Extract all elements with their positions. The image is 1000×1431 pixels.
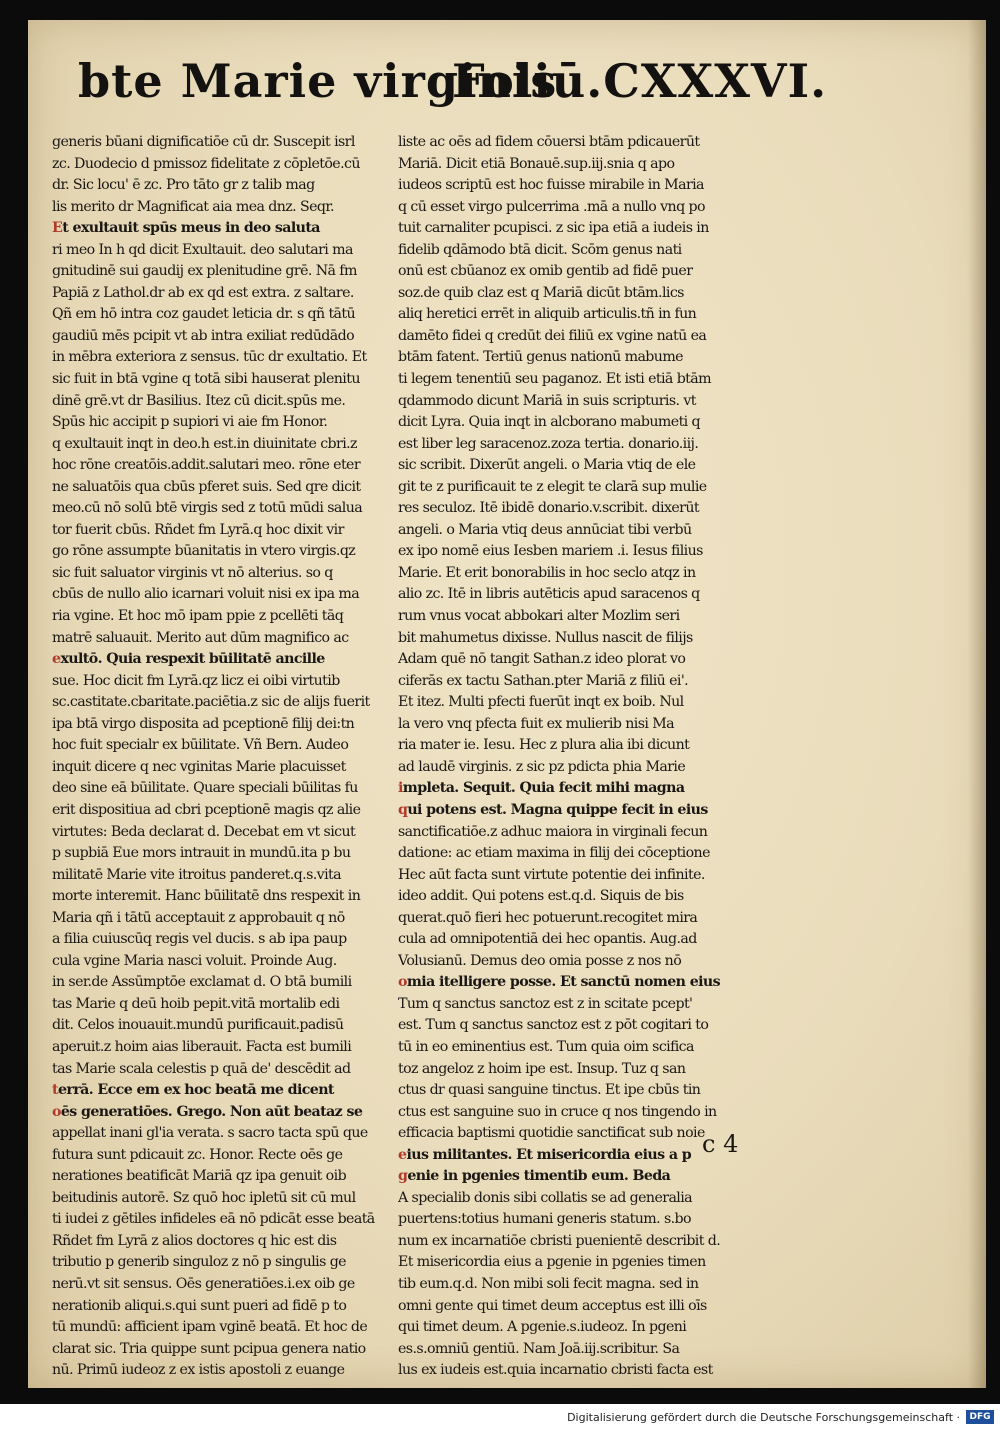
- text-line: es.s.omniū gentiū. Nam Joā.iij.scribitur. Sa: [398, 1340, 680, 1357]
- text-line: oēs generatiōes. Grego. Non aūt beataz se: [52, 1103, 363, 1120]
- text-line: ideo addit. Qui potens est.q.d. Siquis de bis: [398, 888, 684, 905]
- text-line: in mēbra exteriora z sensus. tūc dr exultatio. Et: [52, 349, 367, 366]
- text-line: dr. Sic locu' ē zc. Pro tāto gr z talib mag: [52, 177, 315, 194]
- text-line: est. Tum q sanctus sanctoz est z pōt cogitari to: [398, 1017, 709, 1034]
- text-line: qui potens est. Magna quippe fecit in eius: [398, 801, 708, 818]
- text-line: dinē grē.vt dr Basilius. Itez cū dicit.spūs me.: [52, 392, 346, 409]
- text-line: cula vgine Maria nasci voluit. Proinde Aug.: [52, 952, 337, 969]
- text-line: sc.castitate.cbaritate.paciētia.z sic de alijs fuerit: [52, 694, 370, 711]
- text-line: Adam quē nō tangit Sathan.z ideo plorat vo: [398, 651, 686, 668]
- text-line: Qñ em hō intra coz gaudet leticia dr. s qñ tātū: [52, 306, 356, 323]
- text-line: meo.cū nō solū btē virgis sed z totū mūdi salua: [52, 500, 363, 517]
- rubric-initial: o: [398, 974, 407, 991]
- text-line: Tum q sanctus sanctoz est z in scitate pcept': [398, 995, 693, 1012]
- text-line: datione: ac etiam maxima in filij dei cōceptione: [398, 845, 710, 862]
- text-line: la vero vnq pfecta fuit ex mulierib nisi Ma: [398, 715, 675, 732]
- left-text-column: [52, 132, 388, 1382]
- text-line: tributio p generib singuloz z nō p singulis ge: [52, 1254, 346, 1271]
- text-line: qdammodo dicunt Mariā in suis scripturis. vt: [398, 392, 696, 409]
- text-line: nerationib aliqui.s.qui sunt pueri ad fidē p to: [52, 1297, 347, 1314]
- text-line: Papiā z Lathol.dr ab ex qd est extra. z saltare.: [52, 284, 354, 301]
- text-line: dicit Lyra. Quia inqt in alcborano mabumeti q: [398, 414, 700, 431]
- text-line: militatē Marie vite itroitus panderet.q.s.vita: [52, 866, 341, 883]
- text-line: Et exultauit spūs meus in deo saluta: [52, 220, 320, 237]
- text-line: gnitudinē sui gaudij ex plenitudine grē. Nā fm: [52, 263, 357, 280]
- text-line: tū in eo eminentius est. Tum quia oim scifica: [398, 1038, 694, 1055]
- text-line: ri meo In h qd dicit Exultauit. deo salutari ma: [52, 241, 353, 258]
- text-line: cula ad omnipotentiā dei hec opantis. Aug.ad: [398, 931, 697, 948]
- rubric-initial: t: [52, 1082, 58, 1099]
- right-text-column: [398, 132, 734, 1382]
- text-line: rum vnus vocat abbokari alter Mozlim seri: [398, 608, 680, 625]
- text-line: Spūs hic accipit p supiori vi aie fm Honor.: [52, 414, 328, 431]
- text-line: nerationes beatificāt Mariā qz ipa genuit oib: [52, 1168, 347, 1185]
- text-line: tū mundū: afficient ipam vginē beatā. Et hoc de: [52, 1319, 368, 1336]
- text-line: sic fuit in btā vgine q totā sibi hauserat plenitu: [52, 371, 360, 388]
- text-line: toz angeloz z hoim ipe est. Insup. Tuz q san: [398, 1060, 686, 1077]
- text-line: puertens:totius humani generis statum. s.bo: [398, 1211, 691, 1228]
- text-line: lus ex iudeis est.quia incarnatio cbristi facta est: [398, 1362, 713, 1379]
- text-line: damēto fidei q credūt dei filiū ex vgine natū ea: [398, 327, 707, 344]
- text-line: nerū.vt sit sensus. Oēs generatiōes.i.ex oib ge: [52, 1275, 355, 1292]
- text-line: zc. Duodecio d pmissoz fidelitate z cōpletōe.cū: [52, 155, 360, 172]
- text-line: Et misericordia eius a pgenie in pgenies timen: [398, 1254, 706, 1271]
- text-line: efficacia baptismi quotidie sanctificat sub noie: [398, 1125, 705, 1142]
- text-line: p supbiā Eue mors intrauit in mundū.ita p bu: [52, 845, 351, 862]
- text-line: sanctificatiōe.z adhuc maiora in virginali fecun: [398, 823, 708, 840]
- text-line: Hec aūt facta sunt virtute potentie dei infinite.: [398, 866, 705, 883]
- text-line: A specialib donis sibi collatis se ad generalia: [398, 1189, 693, 1206]
- text-line: tas Marie q deū hoib pepit.vitā mortalib edi: [52, 995, 340, 1012]
- text-line: dit. Celos inouauit.mundū purificauit.padisū: [52, 1017, 344, 1034]
- text-line: virtutes: Beda declarat d. Decebat em vt sicut: [52, 823, 356, 840]
- text-line: ria vgine. Et hoc mō ipam ppie z pcellēti tāq: [52, 608, 344, 625]
- text-line: ne saluatōis qua cbūs pferet suis. Sed qre dicit: [52, 478, 361, 495]
- text-line: hoc rōne creatōis.addit.salutari meo. rōne eter: [52, 457, 361, 474]
- text-line: futura sunt pdicauit zc. Honor. Recte oēs ge: [52, 1146, 343, 1163]
- rubric-initial: i: [398, 780, 403, 797]
- footer-bar: [0, 1404, 1000, 1431]
- text-line: iudeos scriptū est hoc fuisse mirabile in Maria: [398, 177, 704, 194]
- text-line: ti legem tenentiū seu paganoz. Et isti etiā btām: [398, 371, 711, 388]
- text-line: sue. Hoc dicit fm Lyrā.qz licz ei oibi virtutib: [52, 672, 340, 689]
- text-line: nū. Primū iudeoz z ex istis apostoli z euange: [52, 1362, 345, 1379]
- text-line: a filia cuiuscūq regis vel ducis. s ab ipa paup: [52, 931, 347, 948]
- text-line: impleta. Sequit. Quia fecit mihi magna: [398, 780, 685, 797]
- funding-note: Digitalisierung gefördert durch die Deutsche Forschungsgemeinschaft ·: [567, 1411, 960, 1424]
- text-line: genie in pgenies timentib eum. Beda: [398, 1168, 671, 1185]
- text-line: Volusianū. Demus deo omia posse z nos nō: [398, 952, 682, 969]
- text-line: liste ac oēs ad fidem cōuersi btām pdicauerūt: [398, 134, 700, 150]
- text-line: angeli. o Maria vtiq deus annūciat tibi verbū: [398, 521, 692, 538]
- text-line: q exultauit inqt in deo.h est.in diuinitate cbri.z: [52, 435, 357, 452]
- text-line: ex ipo nomē eius Iesben mariem .i. Iesus filius: [398, 543, 703, 560]
- rubric-initial: q: [398, 801, 408, 818]
- text-line: omia itelligere posse. Et sanctū nomen eius: [398, 974, 721, 991]
- text-line: ctus est sanguine suo in cruce q nos tingendo in: [398, 1103, 717, 1120]
- text-line: bit mahumetus dixisse. Nullus nascit de filijs: [398, 629, 693, 646]
- text-line: appellat inani gl'ia verata. s sacro tacta spū que: [52, 1125, 368, 1142]
- text-line: onū est cbūanoz ex omib gentib ad fidē puer: [398, 263, 693, 280]
- text-line: num ex incarnatiōe cbristi puenientē describit d.: [398, 1232, 721, 1249]
- text-line: tuit carnaliter pcupisci. z sic ipa etiā a iudeis in: [398, 220, 709, 237]
- text-line: Rñdet fm Lyrā z alios doctores q hic est dis: [52, 1232, 337, 1249]
- text-line: Mariā. Dicit etiā Bonauē.sup.iij.snia q apo: [398, 155, 675, 172]
- text-line: fidelib qdāmodo btā dicit. Scōm genus nati: [398, 241, 682, 258]
- text-line: inquit dicere q nec vginitas Marie placuisset: [52, 758, 346, 775]
- signature-mark: c 4: [702, 1130, 739, 1158]
- text-line: sic fuit saluator virginis vt nō alterius. so q: [52, 564, 333, 581]
- text-line: erit dispositiua ad cbri pceptionē magis qz alie: [52, 801, 361, 818]
- text-line: git te z purificauit te z elegit te clarā sup mulie: [398, 478, 707, 495]
- text-line: ad laudē virginis. z sic pz pdicta phia Marie: [398, 758, 686, 775]
- text-line: exultō. Quia respexit būilitatē ancille: [52, 651, 325, 668]
- text-line: est liber leg saracenoz.zoza tertia. donario.iij.: [398, 435, 699, 452]
- text-line: in ser.de Assūmptōe exclamat d. O btā bumili: [52, 974, 352, 991]
- folio-number: Foliū.CXXXVI.: [452, 54, 828, 108]
- text-line: ipa btā virgo disposita ad pceptionē filij dei:tn: [52, 715, 355, 732]
- text-line: generis būani dignificatiōe cū dr. Suscepit isrl: [52, 134, 355, 150]
- text-line: tor fuerit cbūs. Rñdet fm Lyrā.q hoc dixit vir: [52, 521, 344, 538]
- text-line: eius militantes. Et misericordia eius a p: [398, 1146, 692, 1163]
- text-line: terrā. Ecce em ex hoc beatā me dicent: [52, 1082, 334, 1099]
- text-line: Marie. Et erit bonorabilis in hoc seclo atqz in: [398, 564, 696, 581]
- text-line: deo sine eā būilitate. Quare speciali būilitas fu: [52, 780, 358, 797]
- text-line: querat.quō fieri hec potuerunt.recogitet mira: [398, 909, 698, 926]
- rubric-initial: E: [52, 220, 63, 237]
- text-line: ciferās ex tactu Sathan.pter Mariā z filiū ei'.: [398, 672, 689, 689]
- text-line: matrē saluauit. Merito aut dūm magnifico ac: [52, 629, 349, 646]
- rubric-initial: e: [52, 651, 61, 668]
- rubric-initial: g: [398, 1168, 408, 1185]
- text-line: aliq heretici errēt in aliquib articulis.tñ in fun: [398, 306, 697, 323]
- text-line: Maria qñ i tātū acceptauit z approbauit q nō: [52, 909, 345, 926]
- text-line: hoc fuit specialr ex būilitate. Vñ Bern. Audeo: [52, 737, 349, 754]
- text-line: tas Marie scala celestis p quā de' descēdit ad: [52, 1060, 351, 1077]
- page-edge-shadow: [968, 20, 986, 1388]
- text-line: alio zc. Itē in libris autēticis apud saracenos q: [398, 586, 700, 603]
- text-line: q cū esset virgo pulcerrima .mā a nullo vnq po: [398, 198, 705, 215]
- text-line: soz.de quib claz est q Mariā dicūt btām.lics: [398, 284, 684, 301]
- dfg-logo: DFG: [966, 1410, 994, 1424]
- text-line: aperuit.z hoim aias liberauit. Facta est bumili: [52, 1038, 352, 1055]
- text-line: btām fatent. Tertiū genus nationū mabume: [398, 349, 683, 366]
- text-line: clarat sic. Tria quippe sunt pcipua genera natio: [52, 1340, 366, 1357]
- text-line: sic scribit. Dixerūt angeli. o Maria vtiq de ele: [398, 457, 696, 474]
- rubric-initial: o: [52, 1103, 61, 1120]
- text-line: ctus dr quasi sanguine tinctus. Et ipe cbūs tin: [398, 1082, 701, 1099]
- text-line: beitudinis autorē. Sz quō hoc ipletū sit cū mul: [52, 1189, 356, 1206]
- text-line: ti iudei z gētiles infideles eā nō pdicāt esse beatā: [52, 1211, 375, 1228]
- text-line: cbūs de nullo alio icarnari voluit nisi ex ipa ma: [52, 586, 360, 603]
- text-line: go rōne assumpte būanitatis in vtero virgis.qz: [52, 543, 356, 560]
- rubric-initial: e: [398, 1146, 407, 1163]
- text-line: morte interemit. Hanc būilitatē dns respexit in: [52, 888, 361, 905]
- text-line: tib eum.q.d. Non mibi soli fecit magna. sed in: [398, 1275, 699, 1292]
- text-line: qui timet deum. A pgenie.s.iudeoz. In pgeni: [398, 1319, 687, 1336]
- text-line: lis merito dr Magnificat aia mea dnz. Seqr.: [52, 198, 334, 215]
- text-line: gaudiū mēs pcipit vt ab intra exiliat redūdādo: [52, 327, 355, 344]
- text-line: ria mater ie. Iesu. Hec z plura alia ibi dicunt: [398, 737, 690, 754]
- text-line: res seculoz. Itē ibidē donario.v.scribit. dixerūt: [398, 500, 699, 517]
- text-line: omni gente qui timet deum acceptus est illi oīs: [398, 1297, 707, 1314]
- running-title: bte Marie virginis: [78, 54, 558, 108]
- text-line: Et itez. Multi pfecti fuerūt inqt ex boib. Nul: [398, 694, 684, 711]
